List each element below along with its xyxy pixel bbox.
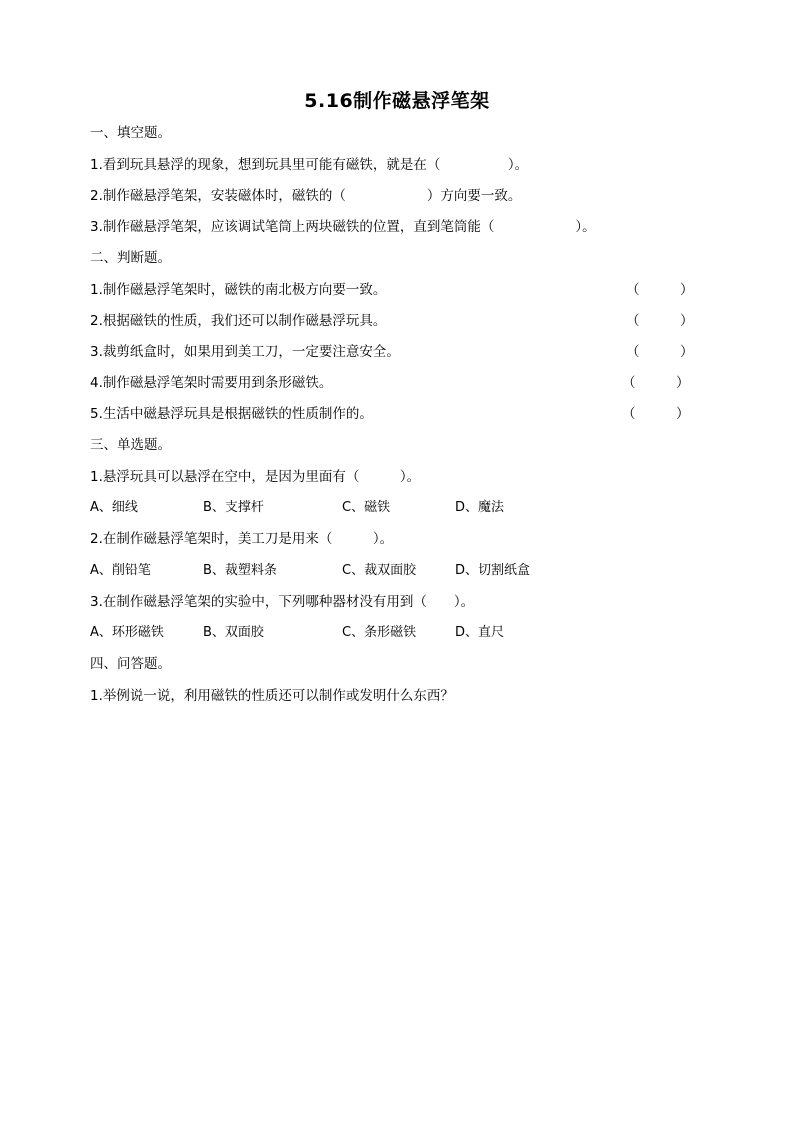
choice-1-option-c: C、磁铁 bbox=[342, 500, 391, 515]
judge-answer-paren-3: （ ） bbox=[626, 344, 694, 360]
choice-2-option-c: C、裁双面胶 bbox=[342, 563, 417, 578]
section-heading-choice: 三、单选题。 bbox=[90, 437, 171, 453]
choice-question-1: 1.悬浮玩具可以悬浮在空中，是因为里面有（ ）。 bbox=[90, 469, 421, 485]
choice-question-3: 3.在制作磁悬浮笔架的实验中，下列哪种器材没有用到（ ）。 bbox=[90, 594, 475, 610]
choice-question-2: 2.在制作磁悬浮笔架时，美工刀是用来（ ）。 bbox=[90, 531, 394, 547]
judge-answer-paren-1: （ ） bbox=[626, 282, 694, 298]
judge-question-2: 2.根据磁铁的性质，我们还可以制作磁悬浮玩具。 bbox=[90, 313, 387, 329]
judge-question-1: 1.制作磁悬浮笔架时，磁铁的南北极方向要一致。 bbox=[90, 282, 387, 298]
fill-question-3: 3.制作磁悬浮笔架，应该调试笔筒上两块磁铁的位置，直到笔筒能（ ）。 bbox=[90, 219, 596, 235]
judge-question-4: 4.制作磁悬浮笔架时需要用到条形磁铁。 bbox=[90, 375, 333, 391]
choice-3-option-a: A、环形磁铁 bbox=[90, 625, 164, 640]
judge-question-3: 3.裁剪纸盒时，如果用到美工刀，一定要注意安全。 bbox=[90, 344, 400, 360]
choice-1-option-b: B、支撑杆 bbox=[203, 500, 264, 515]
choice-2-option-a: A、削铅笔 bbox=[90, 563, 151, 578]
section-heading-fill: 一、填空题。 bbox=[90, 125, 171, 141]
choice-2-option-d: D、切割纸盒 bbox=[455, 563, 531, 578]
choice-3-option-d: D、直尺 bbox=[455, 625, 505, 640]
section-heading-qa: 四、问答题。 bbox=[90, 656, 171, 672]
judge-answer-paren-5: （ ） bbox=[622, 406, 690, 422]
choice-3-option-b: B、双面胶 bbox=[203, 625, 264, 640]
fill-question-2: 2.制作磁悬浮笔架，安装磁体时，磁铁的（ ）方向要一致。 bbox=[90, 188, 522, 204]
qa-question-1: 1.举例说一说，利用磁铁的性质还可以制作或发明什么东西？ bbox=[90, 688, 454, 704]
judge-question-5: 5.生活中磁悬浮玩具是根据磁铁的性质制作的。 bbox=[90, 406, 373, 422]
judge-answer-paren-4: （ ） bbox=[622, 375, 690, 391]
section-heading-judge: 二、判断题。 bbox=[90, 250, 171, 266]
choice-3-option-c: C、条形磁铁 bbox=[342, 625, 417, 640]
choice-1-option-d: D、魔法 bbox=[455, 500, 505, 515]
page-title: 5.16制作磁悬浮笔架 bbox=[304, 90, 490, 112]
judge-answer-paren-2: （ ） bbox=[626, 313, 694, 329]
choice-1-option-a: A、细线 bbox=[90, 500, 138, 515]
fill-question-1: 1.看到玩具悬浮的现象，想到玩具里可能有磁铁，就是在（ ）。 bbox=[90, 157, 529, 173]
choice-2-option-b: B、裁塑料条 bbox=[203, 563, 277, 578]
